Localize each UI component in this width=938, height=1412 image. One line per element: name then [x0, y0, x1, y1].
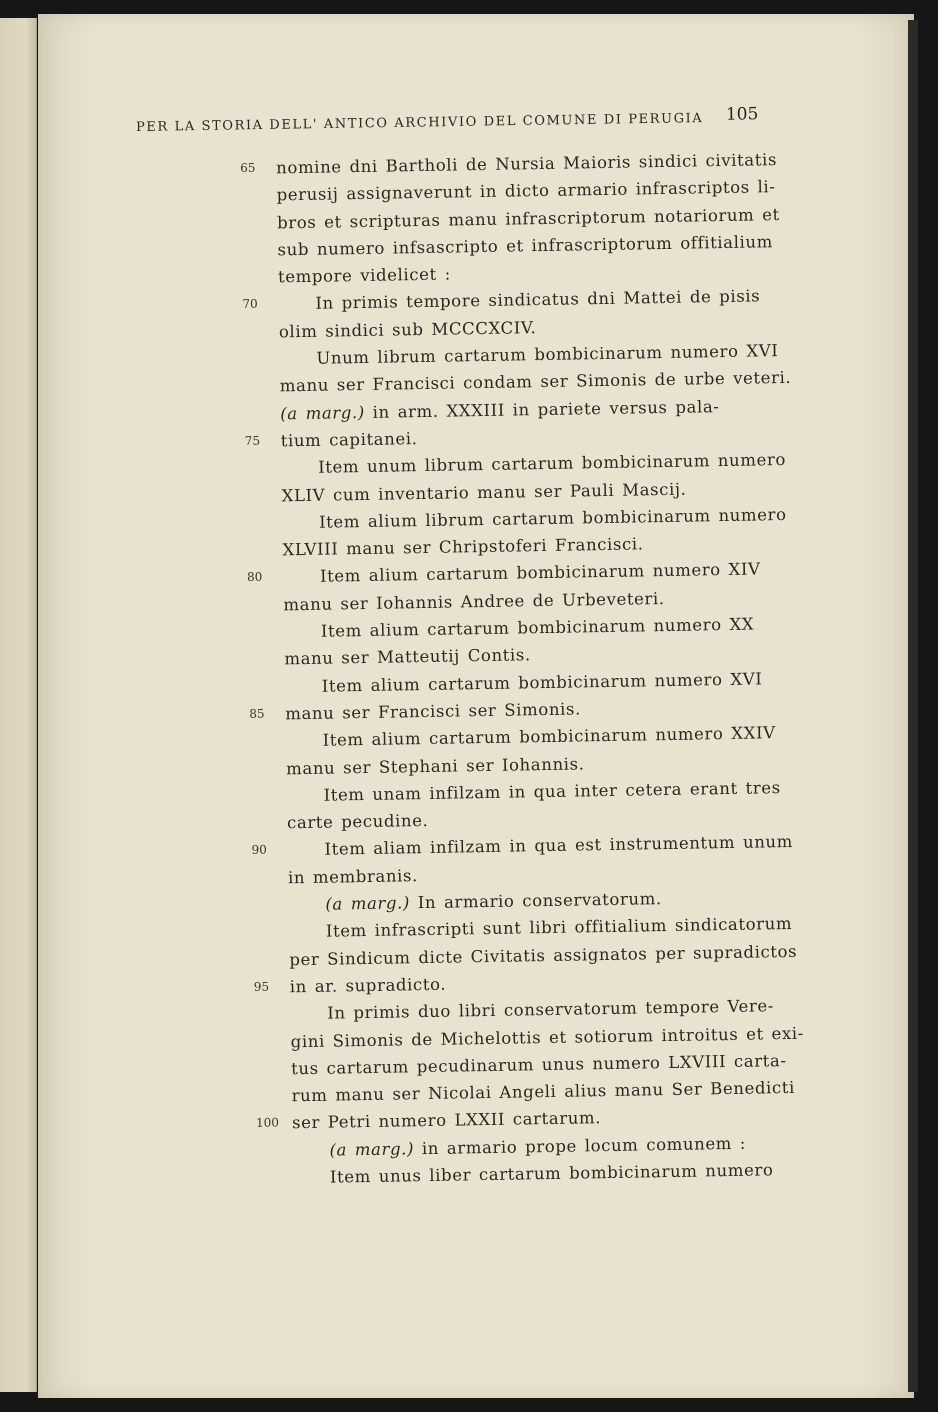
line-number: 75: [244, 433, 261, 448]
line-text: [281, 425, 418, 455]
line-number: [254, 1028, 288, 1029]
line-content: in ar. supradicto.: [289, 974, 447, 997]
line-number: 80: [246, 570, 263, 585]
line-content: sub numero infsascripto et infrascriptorum offitialium: [277, 232, 774, 260]
line-number: [246, 509, 280, 510]
line-content: Item unam infilzam in qua inter cetera erant tres: [323, 777, 781, 805]
line-number: [248, 618, 282, 619]
line-number: [257, 1164, 291, 1165]
line-content: Item alium cartarum bombicinarum numero XVI: [321, 669, 763, 696]
line-content: carte pecudine.: [286, 811, 429, 833]
line-content: in arm. XXXIII in pariete versus pala-: [364, 396, 720, 422]
line-content: Item aliam infilzam in qua est instrumentum unum: [324, 832, 794, 860]
line-content: bros et scripturas manu infrascriptorum notariorum et: [276, 204, 780, 232]
running-header-title: PER LA STORIA DELL' ANTICO ARCHIVIO DEL COMUNE DI PERUGIA: [135, 111, 704, 135]
line-content: In primis duo libri conservatorum tempore Vere-: [327, 996, 775, 1023]
page-edge-shadow: [908, 20, 918, 1392]
line-content: per Sindicum dicte Civitatis assignatos per supradictos: [289, 941, 798, 969]
line-number: 100: [255, 1115, 280, 1131]
line-content: Item unus liber cartarum bombicinarum numero: [329, 1160, 774, 1187]
line-content: nomine dni Bartholi de Nursia Maioris sindici civitatis: [276, 150, 778, 178]
line-text: [287, 807, 429, 837]
line-content: Item alium cartarum bombicinarum numero XIV: [319, 559, 761, 587]
line-number: [245, 455, 279, 456]
margin-note: (a marg.): [329, 1138, 415, 1160]
line-content: olim sindici sub MCCCXCIV.: [278, 317, 537, 342]
line-content: Item alium cartarum bombicinarum numero XXIV: [322, 723, 776, 750]
line-content: In primis tempore sindicatus dni Mattei de pisis: [315, 286, 761, 314]
line-text: [279, 314, 537, 346]
line-number: [244, 373, 278, 374]
line-content: ser Petri numero LXXII cartarum.: [291, 1108, 602, 1133]
line-number: [249, 673, 283, 674]
line-number: 85: [249, 706, 265, 721]
line-number: [252, 864, 286, 865]
line-number: [248, 646, 282, 647]
line-content: In armario conservatorum.: [409, 889, 662, 913]
line-content: Unum librum cartarum bombicinarum numero XVI: [316, 341, 779, 368]
line-number: [252, 891, 286, 892]
line-content: manu ser Stephani ser Iohannis.: [286, 753, 585, 778]
line-content: XLIV cum inventario manu ser Pauli Mascij.: [281, 479, 687, 505]
line-number: [255, 1082, 289, 1083]
line-number: [246, 537, 280, 538]
line-number: [247, 591, 281, 592]
line-number: [251, 809, 285, 810]
line-text: [278, 261, 451, 291]
line-text: [288, 862, 418, 891]
line-content: XLVIII manu ser Chripstoferi Francisci.: [282, 534, 644, 560]
line-content: tempore videlicet :: [277, 264, 451, 287]
line-number: [243, 345, 277, 346]
line-content: Item alium librum cartarum bombicinarum numero: [318, 504, 787, 532]
line-content: Item unum librum cartarum bombicinarum numero: [318, 450, 787, 478]
page-number: 105: [725, 104, 759, 125]
margin-note: (a marg.): [325, 893, 411, 914]
line-content: Item alium cartarum bombicinarum numero XX: [320, 614, 755, 641]
line-number: 95: [253, 979, 270, 994]
line-content: gini Simonis de Michelottis et sotiorum introitus et exi-: [290, 1023, 805, 1051]
line-content: in armario prope locum comunem :: [413, 1133, 747, 1158]
line-text: [284, 642, 531, 673]
line-content: perusij assignaverunt in dicto armario infrascriptos li-: [276, 177, 776, 205]
line-number: [243, 318, 277, 319]
line-number: [255, 1055, 289, 1056]
line-content: manu ser Iohannis Andree de Urbeveteri.: [283, 588, 665, 615]
line-text: [290, 971, 447, 1001]
line-content: in membranis.: [287, 865, 419, 888]
line-content: manu ser Francisci ser Simonis.: [285, 699, 582, 724]
line-number: [253, 919, 287, 920]
line-content: tium capitanei.: [280, 429, 418, 451]
line-number: [241, 236, 275, 237]
line-content: tus cartarum pecudinarum unus numero LXVIII carta-: [290, 1050, 787, 1079]
line-number: [242, 264, 276, 265]
margin-note: (a marg.): [280, 402, 365, 424]
line-number: [250, 728, 284, 729]
facing-page-edge: [0, 18, 37, 1392]
line-number: 90: [251, 843, 267, 858]
line-number: 65: [240, 160, 256, 175]
line-content: Item infrascripti sunt libri offitialium sindicatorum: [325, 914, 793, 941]
line-content: manu ser Matteutij Contis.: [284, 645, 531, 669]
line-number: [250, 782, 284, 783]
line-number: [250, 755, 284, 756]
line-number: [253, 946, 287, 947]
line-number: [240, 182, 274, 183]
line-content: rum manu ser Nicolai Angeli alius manu Ser Benedicti: [291, 1078, 796, 1106]
line-number: [256, 1137, 290, 1138]
body-text: [240, 146, 817, 1192]
line-number: 70: [242, 297, 258, 312]
line-content: manu ser Francisci condam ser Simonis de urbe veteri.: [279, 368, 792, 396]
line-number: [244, 400, 278, 401]
line-number: [245, 482, 279, 483]
line-number: [254, 1001, 288, 1002]
line-number: [241, 209, 275, 210]
